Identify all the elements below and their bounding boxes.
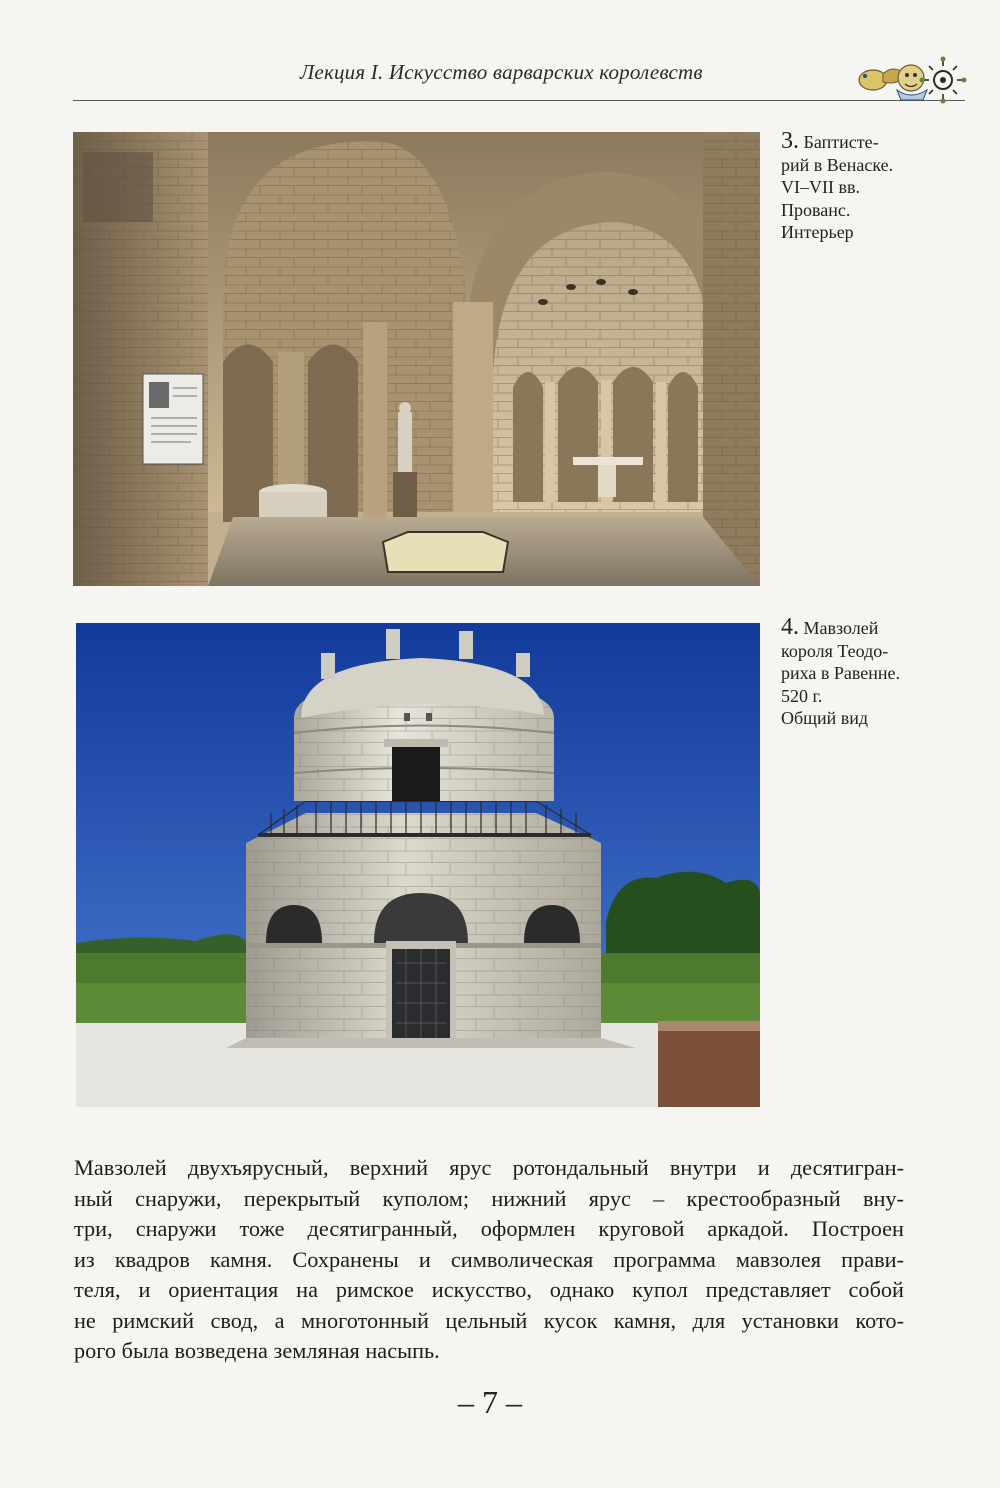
body-line: не римский свод, а многотонный цельный кусок камня, для установки кото-	[74, 1307, 904, 1333]
figure-4-caption-line: риха в Равенне.	[781, 663, 901, 683]
decorative-ornament-icon	[855, 56, 967, 104]
figure-3-caption-line: Прованс.	[781, 199, 851, 220]
body-paragraph	[74, 1153, 904, 1367]
figure-4-caption-line: Мавзолей	[803, 618, 879, 638]
figure-4-number: 4.	[781, 614, 799, 640]
baptistery-interior-photo	[73, 132, 760, 586]
figure-4-caption-line: 520 г.	[781, 685, 823, 706]
page-number: – 7 –	[458, 1384, 522, 1420]
figure-3-caption-line: Баптисте-	[803, 132, 879, 152]
figure-3-caption-line: Интерьер	[781, 222, 854, 242]
body-line: теля, и ориентация на римское искусство, однако купол представляет собой	[74, 1277, 904, 1302]
body-line: Мавзолей двухъярусный, верхний ярус ротондальный внутри и десятигран-	[74, 1155, 904, 1180]
figure-3-number: 3.	[781, 128, 799, 154]
header-rule	[73, 100, 965, 101]
body-line: три, снаружи тоже десятигранный, оформлен круговой аркадой. Построен	[74, 1216, 904, 1241]
body-line: рого была возведена земляная насыпь.	[74, 1338, 440, 1363]
figure-3-number-line	[781, 130, 911, 154]
figure-3-caption-line: рий в Венаске.	[781, 154, 894, 175]
figure-4-caption	[781, 616, 911, 730]
figure-3-caption	[781, 130, 911, 244]
figure-4-number-line	[781, 616, 911, 640]
mausoleum-exterior-photo	[76, 623, 760, 1107]
figure-4-caption-line: Общий вид	[781, 708, 869, 728]
body-line: из квадров камня. Сохранены и символическая программа мавзолея прави-	[74, 1246, 904, 1272]
body-line: ный снаружи, перекрытый куполом; нижний ярус – крестообразный вну-	[74, 1185, 904, 1211]
running-title: Лекция I. Искусство варварских королевств	[300, 60, 703, 84]
figure-3-caption-line: VI–VII вв.	[781, 177, 860, 197]
figure-4-caption-line: короля Теодо-	[781, 640, 889, 661]
